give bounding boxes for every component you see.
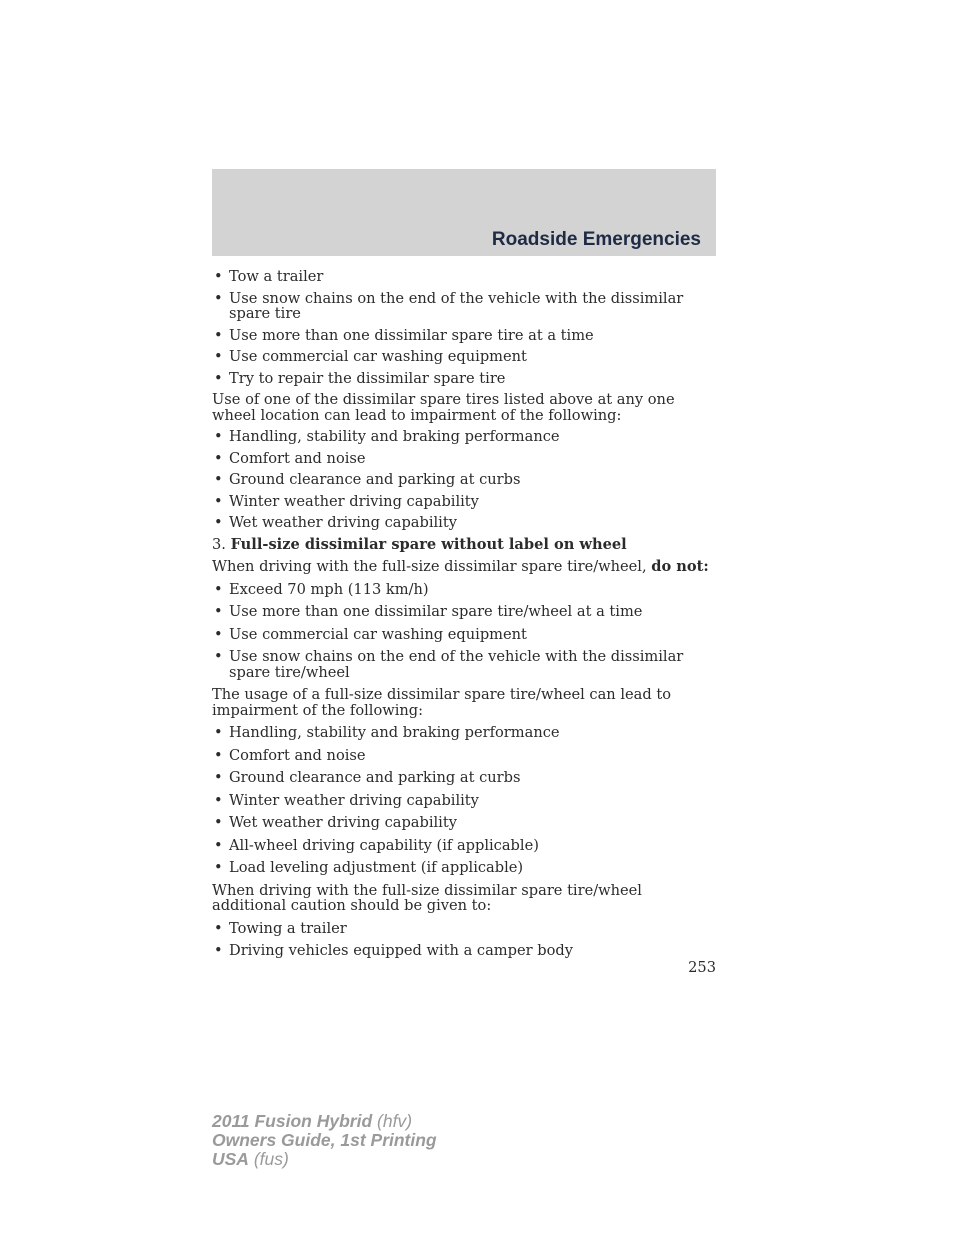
page-number: 253 <box>688 959 716 976</box>
footer-guide: Owners Guide, 1st Printing <box>212 1130 437 1150</box>
list-item: • Comfort and noise <box>212 748 716 764</box>
paragraph-emphasis: do not: <box>651 558 709 575</box>
subsection-heading <box>212 537 716 553</box>
list-item: • Handling, stability and braking performance <box>212 429 716 445</box>
footer-line-1 <box>212 1112 437 1131</box>
paragraph: When driving with the full-size dissimilar spare tire/wheel additional caution should be given to: <box>212 881 642 914</box>
subsection-number: 3. <box>212 535 226 553</box>
list-item: • Try to repair the dissimilar spare tire <box>212 371 716 387</box>
list-item: • Exceed 70 mph (113 km/h) <box>212 582 716 598</box>
list-item: • Use commercial car washing equipment <box>212 349 716 365</box>
footer-line-2 <box>212 1131 437 1150</box>
page-content <box>212 266 716 959</box>
list-item: • Handling, stability and braking performance <box>212 725 716 741</box>
list-item: • Use more than one dissimilar spare tire at a time <box>212 328 716 344</box>
paragraph: The usage of a full-size dissimilar spare tire/wheel can lead to impairment of the following: <box>212 686 671 719</box>
section-header-band <box>212 169 716 256</box>
list-item: • Winter weather driving capability <box>212 494 716 510</box>
list-item: • Wet weather driving capability <box>212 815 716 831</box>
list-item: • Use commercial car washing equipment <box>212 627 716 643</box>
footer-model: 2011 Fusion Hybrid <box>212 1111 373 1131</box>
section-title: Roadside Emergencies <box>491 229 701 250</box>
list-item: • Use snow chains on the end of the vehicle with the dissimilar spare tire <box>212 291 716 322</box>
list-item: • Comfort and noise <box>212 451 716 467</box>
paragraph-text: When driving with the full-size dissimilar spare tire/wheel, <box>212 558 647 575</box>
footer-market-code: (fus) <box>253 1149 289 1169</box>
list-item: • Winter weather driving capability <box>212 793 716 809</box>
list-item: • Tow a trailer <box>212 269 716 285</box>
footer-model-code: (hfv) <box>377 1111 413 1131</box>
list-item: • Ground clearance and parking at curbs <box>212 472 716 488</box>
footer-line-3 <box>212 1150 437 1169</box>
subsection-title: Full-size dissimilar spare without label on wheel <box>230 535 627 553</box>
list-item: • Ground clearance and parking at curbs <box>212 770 716 786</box>
paragraph <box>212 559 716 575</box>
paragraph: Use of one of the dissimilar spare tires listed above at any one wheel location can lead to impairment of the following: <box>212 391 675 424</box>
list-item: • All-wheel driving capability (if applicable) <box>212 838 716 854</box>
list-item: • Load leveling adjustment (if applicable) <box>212 860 716 876</box>
list-item: • Towing a trailer <box>212 921 716 937</box>
list-item: • Wet weather driving capability <box>212 515 716 531</box>
list-item: • Use more than one dissimilar spare tire/wheel at a time <box>212 604 716 620</box>
list-item: • Driving vehicles equipped with a camper body <box>212 943 716 959</box>
document-footer <box>212 1112 437 1169</box>
list-item: • Use snow chains on the end of the vehicle with the dissimilar spare tire/wheel <box>212 649 716 680</box>
footer-market: USA <box>212 1149 249 1169</box>
